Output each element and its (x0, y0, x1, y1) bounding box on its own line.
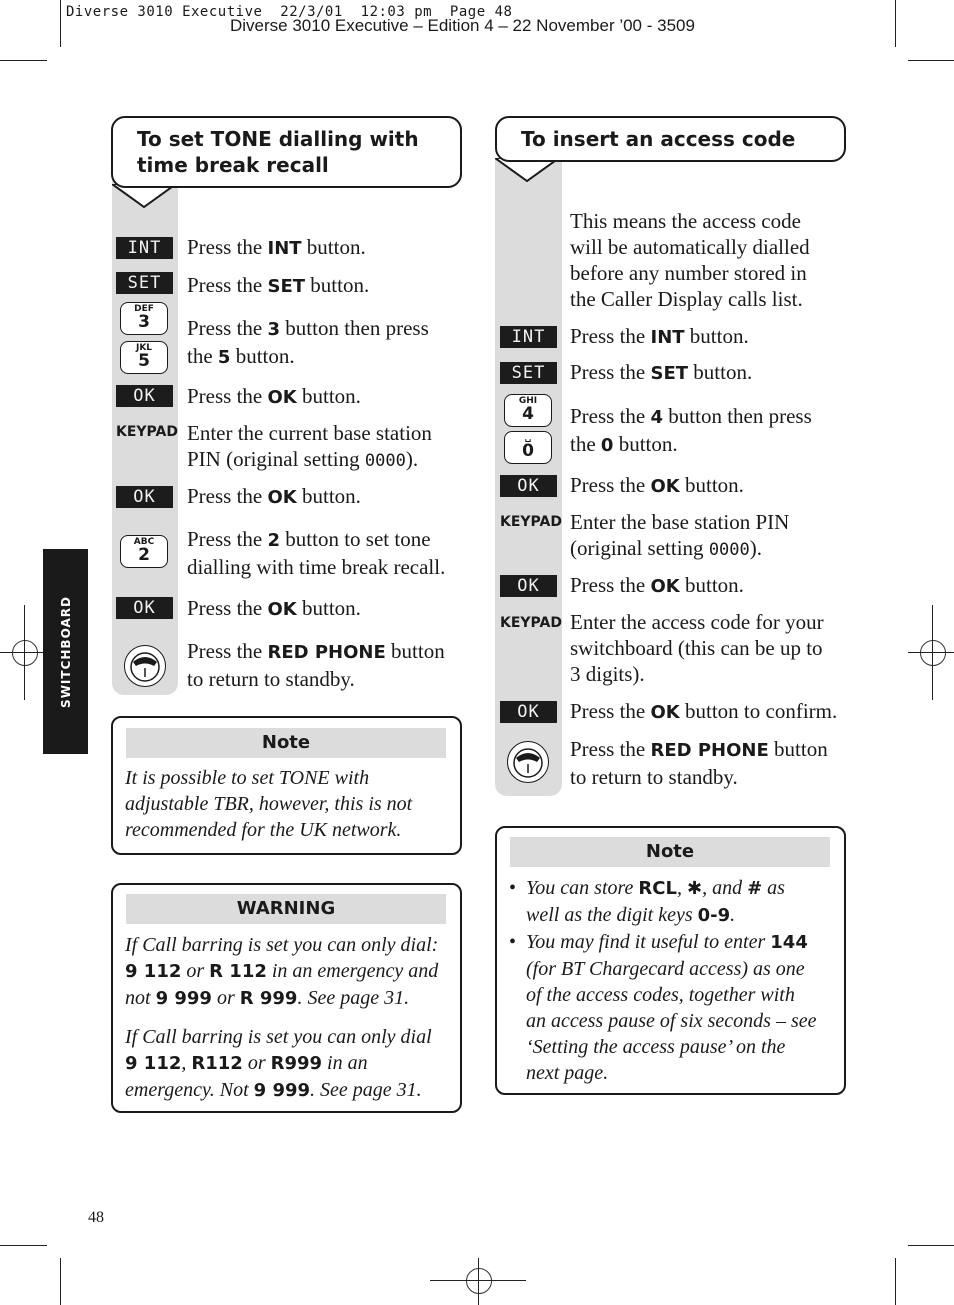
step-text: Press the 3 button then press the 5 button. (187, 316, 429, 368)
crop-mark (895, 1258, 896, 1305)
access-note-box (495, 826, 846, 1095)
key-4-icon: GHI 4 (504, 394, 552, 427)
crop-mark (60, 1258, 61, 1305)
step-text: Press the 2 button to set tone dialling with time break recall. (187, 527, 446, 579)
step-text: Enter the current base station PIN (original setting 0000). (187, 421, 432, 471)
step-text: Press the SET button. (570, 360, 753, 384)
registration-mark (466, 1268, 492, 1294)
set-display-icon: SET (116, 272, 173, 294)
step-text: Press the OK button. (187, 596, 361, 620)
crop-mark (908, 60, 954, 61)
step-text: Press the INT button. (570, 324, 749, 348)
left-title-line1: To set TONE dialling with (137, 127, 419, 151)
registration-mark (920, 640, 946, 666)
registration-mark (12, 640, 38, 666)
step-text: Press the OK button. (187, 484, 361, 508)
left-title-line2: time break recall (137, 153, 329, 177)
page-number: 48 (88, 1209, 104, 1226)
warning-text: If Call barring is set you can only dial: 9 112 or R 112 in an emergency and not 9 999 or R 999. See page 31. If Call barring is set you can only dial 9 112, R112 or R999 in an emergency. Not 9 999. See page 31. (125, 934, 439, 1101)
section-tab-label: SWITCHBOARD (58, 595, 73, 708)
crop-mark (895, 0, 896, 47)
ok-display-icon: OK (500, 701, 557, 723)
left-title-box (111, 116, 462, 188)
keypad-label: KEYPAD (500, 514, 562, 530)
step-text: Press the RED PHONE button to return to standby. (570, 737, 828, 789)
key-0-icon: ␣ 0 (504, 431, 552, 464)
keypad-label: KEYPAD (500, 615, 562, 631)
warning-box (111, 883, 462, 1113)
crop-mark (0, 1245, 47, 1246)
int-display-icon: INT (116, 237, 173, 259)
step-text: Press the SET button. (187, 273, 370, 297)
ok-display-icon: OK (500, 475, 557, 497)
note-heading: Note (126, 728, 446, 758)
step-text: Enter the base station PIN (original setting 0000). (570, 510, 790, 560)
key-3-icon: DEF 3 (120, 302, 168, 335)
key-2-icon: ABC 2 (120, 535, 168, 568)
edition-line: Diverse 3010 Executive – Edition 4 – 22 November ’00 - 3509 (230, 16, 695, 35)
ok-display-icon: OK (116, 597, 173, 619)
step-text: Press the INT button. (187, 235, 366, 259)
step-text: Press the RED PHONE button to return to standby. (187, 639, 445, 691)
registration-mark-line (24, 605, 25, 700)
note-heading: Note (510, 837, 830, 867)
crop-mark (908, 1245, 954, 1246)
print-slug: Diverse 3010 Executive 22/3/01 12:03 pm Page 48 (66, 4, 513, 20)
keypad-label: KEYPAD (116, 424, 178, 440)
crop-mark (60, 0, 61, 47)
intro-text: This means the access code will be automatically dialled before any number stored in the Caller Display calls list. (570, 209, 810, 311)
int-display-icon: INT (500, 326, 557, 348)
warning-heading: WARNING (126, 894, 446, 924)
step-text: Press the OK button. (570, 473, 744, 497)
ok-display-icon: OK (500, 575, 557, 597)
step-text: Press the OK button to confirm. (570, 699, 838, 723)
step-text: Press the OK button. (187, 384, 361, 408)
red-phone-icon (507, 741, 549, 783)
note-text: It is possible to set TONE with adjustable TBR, however, this is not recommended for the UK network. (125, 767, 413, 841)
star-key-icon: ✱ (686, 878, 703, 899)
registration-mark-line (908, 652, 954, 653)
section-tab (43, 549, 88, 754)
note-bullets: • You can store RCL, ✱, and # as well as the digit keys 0-9. • You may find it useful to enter 144 (for BT Chargecard access) as one of the access codes, together with an access pause of six seconds – see ‘Setting the access pause’ on the next page. (509, 877, 817, 1084)
set-display-icon: SET (500, 362, 557, 384)
key-5-icon: JKL 5 (120, 341, 168, 374)
crop-mark (0, 60, 47, 61)
hash-key-icon: # (747, 878, 763, 899)
ok-display-icon: OK (116, 486, 173, 508)
red-phone-icon (124, 645, 166, 687)
ok-display-icon: OK (116, 385, 173, 407)
step-text: Press the 4 button then press the 0 button. (570, 404, 812, 456)
right-title: To insert an access code (521, 127, 796, 151)
registration-mark-line (932, 605, 933, 700)
registration-mark-line (478, 1258, 479, 1305)
right-title-box (495, 116, 846, 162)
step-text: Press the OK button. (570, 573, 744, 597)
step-text: Enter the access code for your switchboard (this can be up to 3 digits). (570, 610, 824, 686)
tone-note-box (111, 716, 462, 855)
